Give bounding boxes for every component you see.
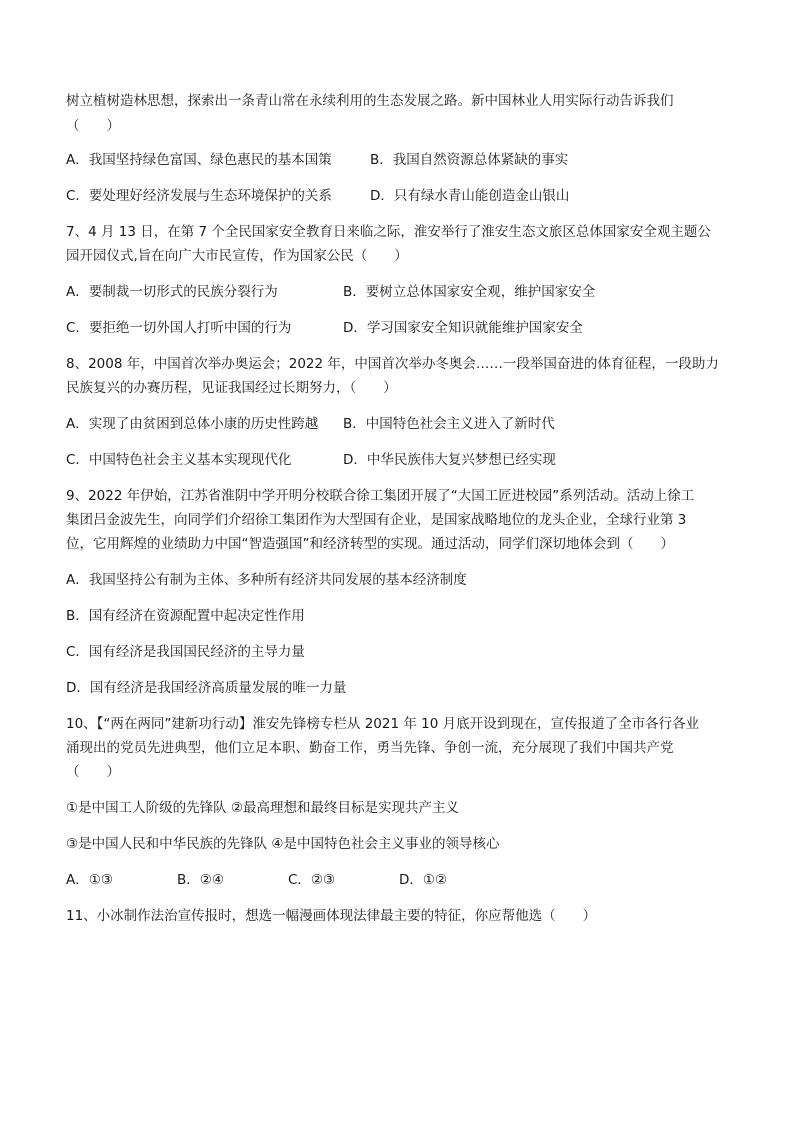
q11-stem-line-1: 11、小冰制作法治宣传报时，想选一幅漫画体现法律最主要的特征，你应帮他选（ ）: [66, 908, 597, 924]
q8-options-row-2: [66, 451, 556, 469]
q6-option-a[interactable]: A．我国坚持绿色富国、绿色惠民的基本国策: [66, 152, 332, 168]
q9-option-b[interactable]: B．国有经济在资源配置中起决定性作用: [66, 608, 305, 624]
q7-option-c[interactable]: C．要拒绝一切外国人打听中国的行为: [66, 320, 292, 336]
q10-stem-line-3: （ ）: [66, 764, 120, 780]
q9-stem-line-3: 位，它用辉煌的业绩助力中国“智造强国”和经济转型的实现。通过活动，同学们深切地体会到（ ）: [66, 536, 674, 552]
q6-options-row-1: [66, 151, 568, 169]
q8-option-c[interactable]: C．中国特色社会主义基本实现现代化: [66, 452, 292, 468]
q10-statements-line-2: ③是中国人民和中华民族的先锋队 ④是中国特色社会主义事业的领导核心: [66, 836, 500, 852]
q10-option-c[interactable]: C．②③: [288, 872, 336, 888]
q7-stem-line-1: 7、4 月 13 日，在第 7 个全民国家安全教育日来临之际，淮安举行了淮安生态文旅区总体国家安全观主题公: [66, 224, 711, 240]
q9-option-c[interactable]: C．国有经济是我国国民经济的主导力量: [66, 644, 305, 660]
q6-option-d[interactable]: D．只有绿水青山能创造金山银山: [370, 188, 570, 204]
q10-option-b[interactable]: B．②④: [177, 872, 224, 888]
q9-option-d[interactable]: D．国有经济是我国经济高质量发展的唯一力量: [66, 680, 347, 696]
q6-stem-line-2: （ ）: [66, 118, 120, 134]
q8-options-row-1: [66, 415, 555, 433]
q8-stem-line-2: 民族复兴的办赛历程，见证我国经过长期努力，（ ）: [66, 380, 397, 396]
q8-option-b[interactable]: B．中国特色社会主义进入了新时代: [343, 416, 555, 432]
q9-option-a[interactable]: A．我国坚持公有制为主体、多种所有经济共同发展的基本经济制度: [66, 572, 467, 588]
q10-options-row: [66, 871, 447, 889]
q10-option-a[interactable]: A．①③: [66, 872, 113, 888]
q9-stem-line-2: 集团吕金波先生，向同学们介绍徐工集团作为大型国有企业，是国家战略地位的龙头企业，全球行业第 3: [66, 512, 687, 528]
q10-stem-line-1: 10、【“两在两同”建新功行动】淮安先锋榜专栏从 2021 年 10 月底开设到现在，宣传报道了全市各行各业: [66, 716, 700, 732]
q8-option-d[interactable]: D．中华民族伟大复兴梦想已经实现: [343, 452, 556, 468]
q9-stem-line-1: 9、2022 年伊始，江苏省淮阴中学开明分校联合徐工集团开展了“大国工匠进校园”系列活动。活动上徐工: [66, 488, 695, 504]
q10-stem-line-2: 涌现出的党员先进典型，他们立足本职、勤奋工作，勇当先锋、争创一流，充分展现了我们中国共产党: [66, 740, 674, 756]
q8-option-a[interactable]: A．实现了由贫困到总体小康的历史性跨越: [66, 416, 319, 432]
q6-option-c[interactable]: C．要处理好经济发展与生态环境保护的关系: [66, 188, 332, 204]
q6-options-row-2: [66, 187, 569, 205]
q7-option-d[interactable]: D．学习国家安全知识就能维护国家安全: [343, 320, 583, 336]
q6-option-b[interactable]: B．我国自然资源总体紧缺的事实: [370, 152, 569, 168]
q10-statements-line-1: ①是中国工人阶级的先锋队 ②最高理想和最终目标是实现共产主义: [66, 800, 459, 816]
q7-options-row-1: [66, 283, 595, 301]
q6-stem-line-1: 树立植树造林思想，探索出一条青山常在永续利用的生态发展之路。新中国林业人用实际行动告诉我们: [66, 93, 674, 109]
q10-option-d[interactable]: D．①②: [399, 872, 448, 888]
q7-options-row-2: [66, 319, 583, 337]
q8-stem-line-1: 8、2008 年，中国首次举办奥运会；2022 年，中国首次举办冬奥会……一段举国奋进的体育征程，一段助力: [66, 356, 719, 372]
q7-stem-line-2: 园开园仪式,旨在向广大市民宣传，作为国家公民（ ）: [66, 248, 408, 264]
q7-option-b[interactable]: B．要树立总体国家安全观，维护国家安全: [343, 284, 596, 300]
q7-option-a[interactable]: A．要制裁一切形式的民族分裂行为: [66, 284, 278, 300]
